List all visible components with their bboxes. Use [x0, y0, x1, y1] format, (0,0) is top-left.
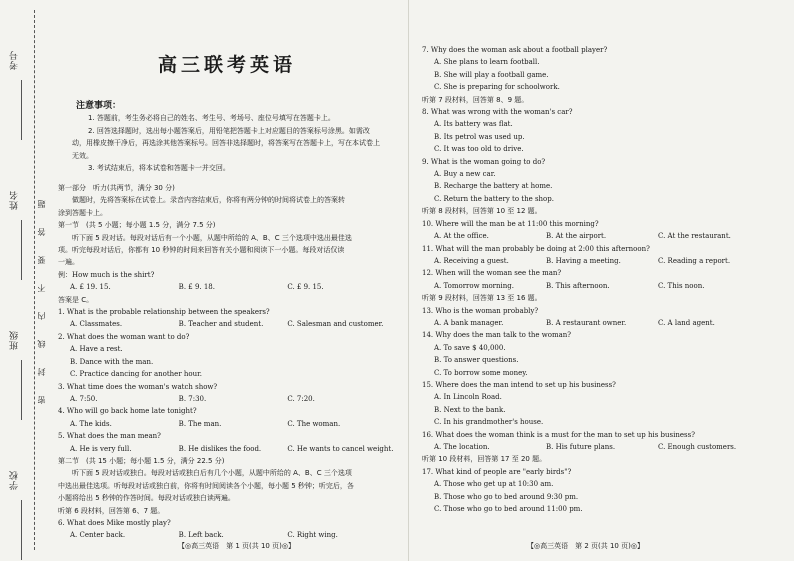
answer-option: C. The woman.	[287, 419, 341, 428]
seal-mark: 要	[37, 256, 46, 264]
answer-option: A. Have a rest.	[70, 345, 123, 354]
answer-options	[422, 441, 772, 453]
answer-option: C. Reading a report.	[658, 256, 731, 265]
instruction-line: 听第 8 段材料，回答第 10 至 12 题。	[422, 207, 542, 216]
instruction-line: 第一节 (共 5 小题；每小题 1.5 分，满分 7.5 分)	[58, 221, 216, 230]
notice-item: 3. 考试结束后，将本试卷和答题卡一并交回。	[88, 164, 230, 172]
question-line: 16. What does the woman think is a must for the man to set up his business?	[422, 430, 695, 439]
answer-option: A. Those who get up at 10:30 am.	[434, 480, 554, 489]
question-line: 11. What will the man probably be doing at 2:00 this afternoon?	[422, 244, 650, 253]
page-footer-right: 【◎高三英语 第 2 页(共 10 页)◎】	[527, 542, 644, 550]
seal-mark: 封	[37, 368, 46, 376]
instruction-line: 涂到答题卡上。	[58, 208, 107, 217]
question-line: 2. What does the woman want to do?	[58, 332, 190, 341]
answer-option: B. A restaurant owner.	[546, 318, 627, 327]
answer-option: B. Next to the bank.	[434, 405, 506, 414]
page-fold-divider	[408, 0, 409, 561]
question-line: 1. What is the probable relationship between the speakers?	[58, 308, 270, 317]
answer-option: B. Left back.	[178, 531, 224, 540]
instruction-line: 项。听完每段对话后，你都有 10 秒钟的时间来回答有关小题和阅读下一小题。每段对话仅读	[58, 246, 345, 255]
seal-mark: 内	[37, 312, 46, 320]
instruction-line: 中选出最佳选项。听每段对话或独白前，你将有时间阅读各个小题，每小题 5 秒钟；听完后，各	[58, 481, 354, 490]
answer-option: A. Receiving a guest.	[434, 256, 509, 265]
gutter-label-class: 班级	[10, 330, 20, 350]
question-line: 例：How much is the shirt?	[58, 270, 155, 279]
instruction-line: 听第 6 段材料，回答第 6、7 题。	[58, 506, 165, 515]
answer-options	[58, 281, 396, 293]
seal-mark: 线	[37, 340, 46, 348]
answer-option: C. In his grandmother's house.	[434, 418, 544, 427]
answer-option: A. £ 19. 15.	[70, 283, 111, 292]
answer-option: B. £ 9. 18.	[178, 283, 215, 292]
question-line: 8. What was wrong with the woman's car?	[422, 108, 573, 117]
answer-option: A. Buy a new car.	[434, 170, 496, 179]
answer-option: C. Salesman and customer.	[287, 320, 384, 329]
answer-option: A. Center back.	[70, 531, 126, 540]
answer-options	[422, 280, 772, 292]
answer-option: C. Enough customers.	[658, 443, 737, 451]
answer-option: C. Return the battery to the shop.	[434, 194, 554, 203]
binding-gutter	[4, 10, 50, 550]
answer-option: B. She will play a football game.	[434, 70, 549, 79]
answer-options	[422, 255, 772, 267]
answer-option: B. To answer questions.	[434, 356, 519, 365]
question-line: 5. What does the man mean?	[58, 432, 161, 441]
gutter-fill-line	[21, 360, 22, 420]
answer-option: C. To borrow some money.	[434, 368, 528, 377]
answer-option: C. Right wing.	[287, 531, 338, 540]
answer-option: B. Recharge the battery at home.	[434, 182, 553, 191]
notice-body	[72, 112, 382, 175]
exam-title: 高三联考英语	[157, 54, 296, 76]
answer-options	[58, 529, 396, 541]
instruction-line: 做题时，先将答案标在试卷上。录音内容结束后，你将有两分钟的时间将试卷上的答案转	[58, 196, 345, 205]
question-line: 12. When will the woman see the man?	[422, 269, 562, 278]
answer-option: A. The location.	[434, 443, 490, 451]
answer-option: C. This noon.	[658, 281, 705, 290]
question-line: 7. Why does the woman ask about a football player?	[422, 46, 608, 54]
question-line: 9. What is the woman going to do?	[422, 157, 546, 166]
answer-option: A. 7:50.	[70, 394, 98, 403]
gutter-label-school: 学校	[10, 470, 20, 490]
question-line: 14. Why does the man talk to the woman?	[422, 331, 572, 340]
instruction-line: 听下面 5 段对话或独白。每段对话或独白后有几个小题，从题中所给的 A、B、C 三个选项	[58, 469, 352, 478]
instruction-line: 听第 7 段材料，回答第 8、9 题。	[422, 95, 529, 104]
answer-option: C. He wants to cancel weight.	[287, 444, 394, 453]
answer-option: A. He is very full.	[70, 444, 132, 453]
answer-option: A. Its battery was flat.	[434, 120, 513, 129]
answer-option: B. Those who go to bed around 9:30 pm.	[434, 492, 579, 501]
gutter-fill-line	[21, 80, 22, 140]
answer-option: B. Its petrol was used up.	[434, 132, 525, 141]
answer-option: C. At the restaurant.	[658, 232, 731, 241]
instruction-line: 一遍。	[58, 258, 79, 267]
answer-option: A. In Lincoln Road.	[434, 393, 502, 402]
answer-option: B. 7:30.	[178, 394, 207, 403]
answer-options	[58, 318, 396, 330]
answer-option: A. Classmates.	[70, 320, 123, 329]
answer-options	[422, 317, 772, 329]
answer-option: B. Teacher and student.	[178, 320, 264, 329]
notice-item: 1. 答题前，考生务必将自己的姓名、考生号、考场号、座位号填写在答题卡上。	[88, 114, 335, 122]
page-footer-left: 【◎高三英语 第 1 页(共 10 页)◎】	[178, 542, 295, 550]
question-line: 4. Who will go back home late tonight?	[58, 407, 197, 416]
answer-option: B. Dance with the man.	[70, 357, 154, 366]
question-line: 13. Who is the woman probably?	[422, 306, 539, 315]
question-line: 17. What kind of people are "early birds"?	[422, 467, 572, 476]
answer-options	[58, 443, 396, 455]
answer-option: C. Those who go to bed around 11:00 pm.	[434, 505, 583, 514]
question-line: 10. Where will the man be at 11:00 this morning?	[422, 219, 599, 228]
seal-mark: 不	[37, 284, 46, 292]
answer-option: C. £ 9. 15.	[287, 283, 324, 292]
question-line: 3. What time does the woman's watch show?	[58, 382, 218, 391]
instruction-line: 小题将给出 5 秒钟的作答时间。每段对话或独白读两遍。	[58, 494, 235, 503]
gutter-label-exam-number: 考号	[10, 50, 20, 70]
answer-option: C. It was too old to drive.	[434, 145, 524, 154]
answer-option: B. He dislikes the food.	[178, 444, 262, 453]
notice-item: 2. 回答选择题时，选出每小题答案后，用铅笔把答题卡上对应题目的答案标号涂黑。如需改动，用橡皮擦干净后，再选涂其他答案标号。回答非选择题时，将答案写在答题卡上，写在本试卷上无效。	[72, 126, 380, 160]
answer-option: B. The man.	[178, 419, 222, 428]
instruction-line: 答案是 C。	[58, 295, 94, 304]
listening-section-left	[58, 182, 396, 542]
answer-option: A. A bank manager.	[434, 318, 504, 327]
seal-mark: 答	[37, 228, 46, 236]
instruction-line: 第一部分 听力(共两节，满分 30 分)	[58, 184, 175, 192]
instruction-line: 第二节 (共 15 小题；每小题 1.5 分，满分 22.5 分)	[58, 456, 225, 465]
gutter-label-name: 姓名	[10, 190, 20, 210]
instruction-line: 听下面 5 段对话。每段对话后有一个小题，从题中所给的 A、B、C 三个选项中选出最佳选	[58, 233, 352, 242]
answer-option: A. Tomorrow morning.	[434, 281, 514, 290]
answer-option: A. The kids.	[70, 419, 112, 428]
instruction-line: 听第 9 段材料，回答第 13 至 16 题。	[422, 294, 542, 303]
seal-line	[34, 10, 35, 550]
answer-options	[58, 393, 396, 405]
seal-mark: 密	[37, 396, 46, 404]
answer-option: C. Practice dancing for another hour.	[70, 370, 202, 379]
answer-option: C. A land agent.	[658, 318, 715, 327]
listening-section-right	[422, 44, 772, 515]
answer-option: A. She plans to learn football.	[434, 58, 540, 67]
answer-options	[422, 230, 772, 242]
answer-option: C. She is preparing for schoolwork.	[434, 83, 560, 92]
gutter-fill-line	[21, 500, 22, 560]
answer-options	[58, 418, 396, 430]
answer-option: B. At the airport.	[546, 232, 607, 241]
answer-option: A. To save $ 40,000.	[434, 343, 506, 352]
answer-option: A. At the office.	[434, 232, 489, 241]
instruction-line: 听第 10 段材料，回答第 17 至 20 题。	[422, 455, 547, 464]
answer-option: C. 7:20.	[287, 394, 315, 403]
question-line: 6. What does Mike mostly play?	[58, 518, 171, 527]
seal-mark: 题	[37, 200, 46, 208]
answer-option: B. This afternoon.	[546, 281, 610, 290]
answer-option: B. His future plans.	[546, 443, 616, 451]
gutter-fill-line	[21, 220, 22, 280]
answer-option: B. Having a meeting.	[546, 256, 621, 265]
question-line: 15. Where does the man intend to set up his business?	[422, 380, 616, 389]
notice-heading: 注意事项：	[76, 101, 122, 111]
